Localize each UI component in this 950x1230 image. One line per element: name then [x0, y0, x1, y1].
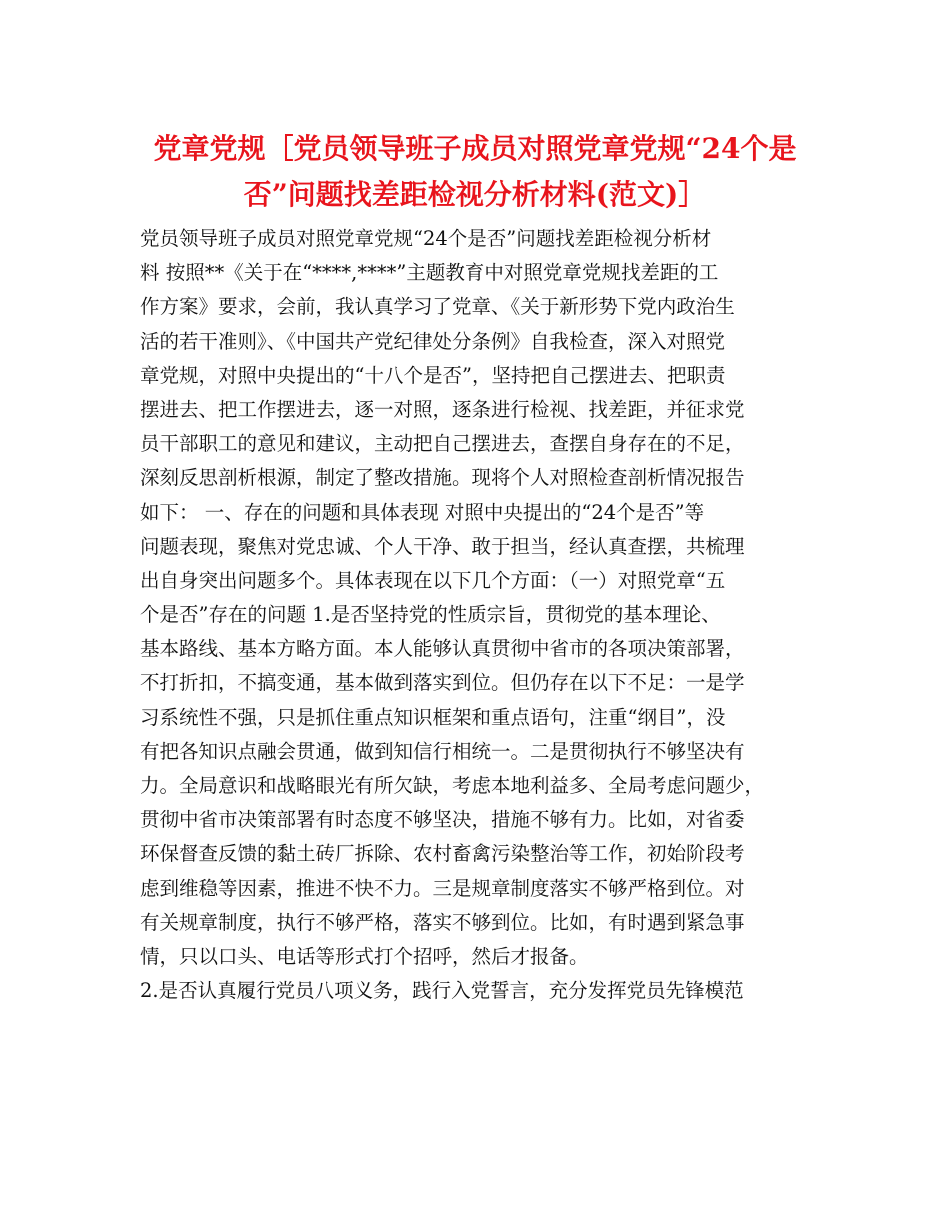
body-line: 如下： 一、存在的问题和具体表现 对照中央提出的“24个是否”等: [140, 500, 705, 524]
body-line: 深刻反思剖析根源，制定了整改措施。现将个人对照检查剖析情况报告: [140, 466, 745, 490]
body-line: 不打折扣，不搞变通，基本做到落实到位。但仍存在以下不足：一是学: [140, 671, 745, 695]
title-line: 党章党规［党员领导班子成员对照党章党规“24个是: [153, 132, 797, 165]
body-line: 2.是否认真履行党员八项义务，践行入党誓言，充分发挥党员先锋模范: [140, 979, 744, 1003]
body-line: 有关规章制度，执行不够严格，落实不够到位。比如，有时遇到紧急事: [140, 910, 745, 934]
body-line: 问题表现，聚焦对党忠诚、个人干净、敢于担当，经认真查摆，共梳理: [140, 534, 745, 558]
body-line: 虑到维稳等因素，推进不快不力。三是规章制度落实不够严格到位。对: [140, 876, 745, 900]
body-line: 章党规，对照中央提出的“十八个是否”，坚持把自己摆进去、把职责: [140, 363, 726, 387]
body-line: 活的若干准则》、《中国共产党纪律处分条例》自我检查，深入对照党: [140, 329, 726, 353]
body-line: 摆进去、把工作摆进去，逐一对照，逐条进行检视、找差距，并征求党: [140, 397, 745, 421]
body-line: 料 按照**《关于在“****,****”主题教育中对照党章党规找差距的工: [140, 261, 719, 285]
title-line: 否”问题找差距检视分析材料(范文)］: [243, 178, 707, 211]
body-line: 个是否”存在的问题 1.是否坚持党的性质宗旨，贯彻党的基本理论、: [140, 603, 721, 627]
body-line: 贯彻中省市决策部署有时态度不够坚决，措施不够有力。比如，对省委: [140, 808, 745, 832]
body-line: 作方案》要求，会前，我认真学习了党章、《关于新形势下党内政治生: [140, 295, 735, 319]
body-line: 有把各知识点融会贯通，做到知信行相统一。二是贯彻执行不够坚决有: [140, 739, 745, 763]
document-title: [120, 126, 830, 218]
document-body: [140, 222, 830, 1008]
body-line: 党员领导班子成员对照党章党规“24个是否”问题找差距检视分析材: [140, 227, 712, 250]
body-line: 习系统性不强，只是抓住重点知识框架和重点语句，注重“纲目”，没: [140, 705, 726, 729]
body-line: 环保督查反馈的黏土砖厂拆除、农村畜禽污染整治等工作，初始阶段考: [140, 842, 745, 866]
body-line: 员干部职工的意见和建议，主动把自己摆进去，查摆自身存在的不足，: [140, 432, 745, 456]
body-line: 出自身突出问题多个。具体表现在以下几个方面：（一）对照党章“五: [140, 568, 726, 592]
body-line: 基本路线、基本方略方面。本人能够认真贯彻中省市的各项决策部署，: [140, 637, 745, 661]
body-line: 力。全局意识和战略眼光有所欠缺，考虑本地利益多、全局考虑问题少，: [140, 774, 765, 797]
body-line: 情，只以口头、电话等形式打个招呼，然后才报备。: [140, 944, 589, 968]
